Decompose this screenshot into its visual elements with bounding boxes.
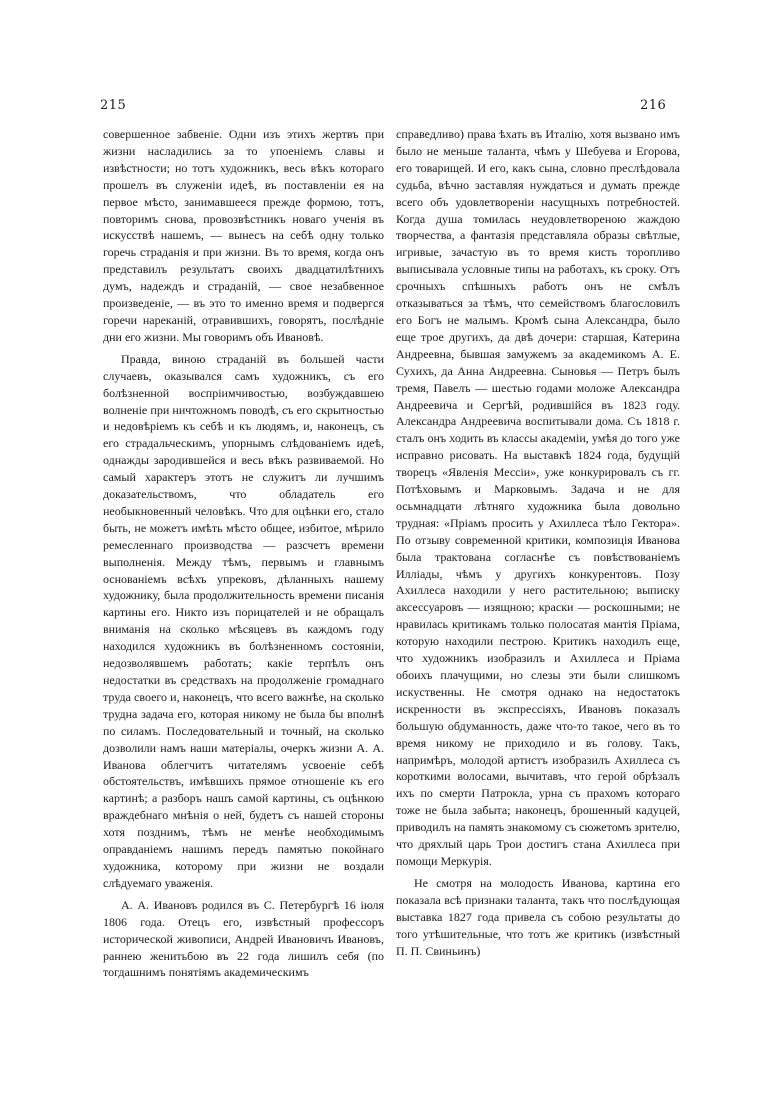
right-text-column xyxy=(396,126,680,964)
paragraph: Правда, виною страданій въ большей части случаевъ, оказывался самъ художникъ, съ его болѣзненной воспріимчивостью, возбуждавшею волненіе при ничтожномъ поводѣ, съ его скрытностью и недовѣріемъ къ себѣ и къ людямъ, и, наконецъ, съ его страдальческимъ, упорнымъ слѣдованіемъ идеѣ, однажды зародившейся и весь вѣкъ развиваемой. Но самый характеръ этотъ не служитъ ли лучшимъ доказательствомъ, что обладатель его необыкновенный человѣкъ. Что для оцѣнки его, стало быть, не можетъ имѣть мѣсто общее, избитое, мѣрило ремесленнаго производства — разсчетъ времени выполненія. Между тѣмъ, первымъ и главнымъ основаніемъ всѣхъ упрековъ, дѣланныхъ нашему художнику, была продолжительность времени писанія картины его. Никто изъ порицателей и не обращалъ вниманія на сколько мѣсяцевъ въ каждомъ году находился художникъ въ болѣзненномъ состояніи, недозволявшемъ работать; какіе терпѣлъ онъ недостатки въ средствахъ на продолженіе громаднаго труда своего и, наконецъ, что всего важнѣе, на сколько трудна задача его, которая никому не была бы вполнѣ по силамъ. Последовательный и точный, на сколько дозволили намъ наши матеріалы, очеркъ жизни А. А. Иванова облегчитъ читателямъ усвоеніе себѣ обстоятельствъ, имѣвшихъ прямое отношеніе къ его картинѣ; а разборъ нашъ самой картины, съ оцѣнкою враждебнаго мнѣнія о ней, будетъ съ нашей стороны хотя позднимъ, тѣмъ не менѣе необходимымъ оправданіемъ нашимъ передъ памятью покойнаго художника, которому при жизни не воздали слѣдуемаго уваженія. xyxy=(103,351,384,890)
paragraph: Не смотря на молодость Иванова, картина его показала всѣ признаки таланта, такъ что послѣдующая выставка 1827 года привела съ собою результаты до того утѣшительные, что тотъ же критикъ (извѣстный П. П. Свиньинъ) xyxy=(396,875,680,958)
page-number-left: 215 xyxy=(100,98,127,113)
paragraph: совершенное забвеніе. Одни изъ этихъ жертвъ при жизни насладились за то упоеніемъ славы и извѣстности; но тотъ художникъ, весь вѣкъ котораго прошелъ въ служеніи идеѣ, въ поставленіи ея на первое мѣсто, занимавшееся прежде формою, тотъ, повторимъ снова, провозвѣстникъ новаго ученія въ искусствѣ нашемъ, — вынесъ на себѣ одну только горечь страданія и при жизни. Въ то время, когда онъ представилъ результатъ своихъ двадцатилѣтнихъ думъ, надеждъ и страданій, — свое незабвенное произведеніе, — въ это то именно время и подвергся горечи нареканій, отравившихъ, говорятъ, послѣдніе дни его жизни. Мы говоримъ объ Ивановѣ. xyxy=(103,127,384,344)
paragraph: А. А. Ивановъ родился въ С. Петербургѣ 16 іюля 1806 года. Отецъ его, извѣстный профессоръ исторической живописи, Андрей Ивановичъ Ивановъ, раннею женитьбою въ 22 года лишилъ себя (по тогдашнимъ понятіямъ академическимъ xyxy=(103,897,384,980)
paragraph: справедливо) права ѣхать въ Италію, хотя вызвано имъ было не меньше таланта, чѣмъ у Шебуева и Егорова, его товарищей. И его, какъ сына, словно преслѣдовала судьба, вѣчно заставляя нуждаться и думать прежде всего объ удовлетвореніи насущныхъ потребностей. Когда душа томилась неудовлетвореною жаждою творчества, а фантазія представляла образы свѣтлые, игривые, зачастую въ то время кисть торопливо выписывала условные типы на работахъ, къ сроку. Отъ срочныхъ спѣшныхъ работъ онъ не смѣлъ отказываться за тѣмъ, что семействомъ благословилъ его Богъ не малымъ. Кромѣ сына Александра, было еще трое другихъ, да двѣ дочери: старшая, Катерина Андреевна, бывшая замужемъ за академикомъ А. Е. Сухихъ, да Анна Андреевна. Сыновья — Петръ былъ тремя, Павелъ — шестью годами моложе Александра Андреевича и Сергѣй, родившійся въ 1823 году. Александра Андреевича воспитывали дома. Съ 1818 г. сталъ онъ ходить въ классы академіи, умѣя до того уже исправно рисовать. На выставкѣ 1824 года, будущій творецъ «Явленія Мессіи», уже конкурировалъ съ гг. Потѣховымъ и Марковымъ. Задача и не для осьмнадцати лѣтняго художника была довольно трудная: «Пріамъ просить у Ахиллеса тѣло Гектора». По отзыву современной критики, композиція Иванова была трактована согласнѣе съ повѣствованіемъ Илліады, чѣмъ у другихъ конкурентовъ. Позу Ахиллеса находили у него растительною; выписку аксессуаровъ — изящною; краски — роскошными; не нравилась критикамъ только полосатая мантія Пріама, которую находили пестрою. Критикъ находилъ еще, что художникъ изобразилъ и Ахиллеса и Пріама обоихъ плачущими, но слезы эти были слишкомъ искуственны. Не смотря однако на недостатокъ искренности въ экспрессіяхъ, Ивановъ показалъ большую обдуманность, даже что-то такое, чего въ то время никому не приходило и въ голову. Такъ, напримѣръ, молодой артистъ изобразилъ Ахиллеса съ короткими волосами, вычитавъ, что герой обрѣзалъ ихъ по смерти Патрокла, урна съ прахомъ котораго тоже не была забыта; наконецъ, брошенный кадуцей, приводилъ на память знакомому съ сюжетомъ зрителю, что дряхлый царь Трои достигъ стана Ахиллеса при помощи Меркурія. xyxy=(396,127,680,868)
left-text-column xyxy=(103,126,384,986)
page-number-right: 216 xyxy=(640,98,667,113)
